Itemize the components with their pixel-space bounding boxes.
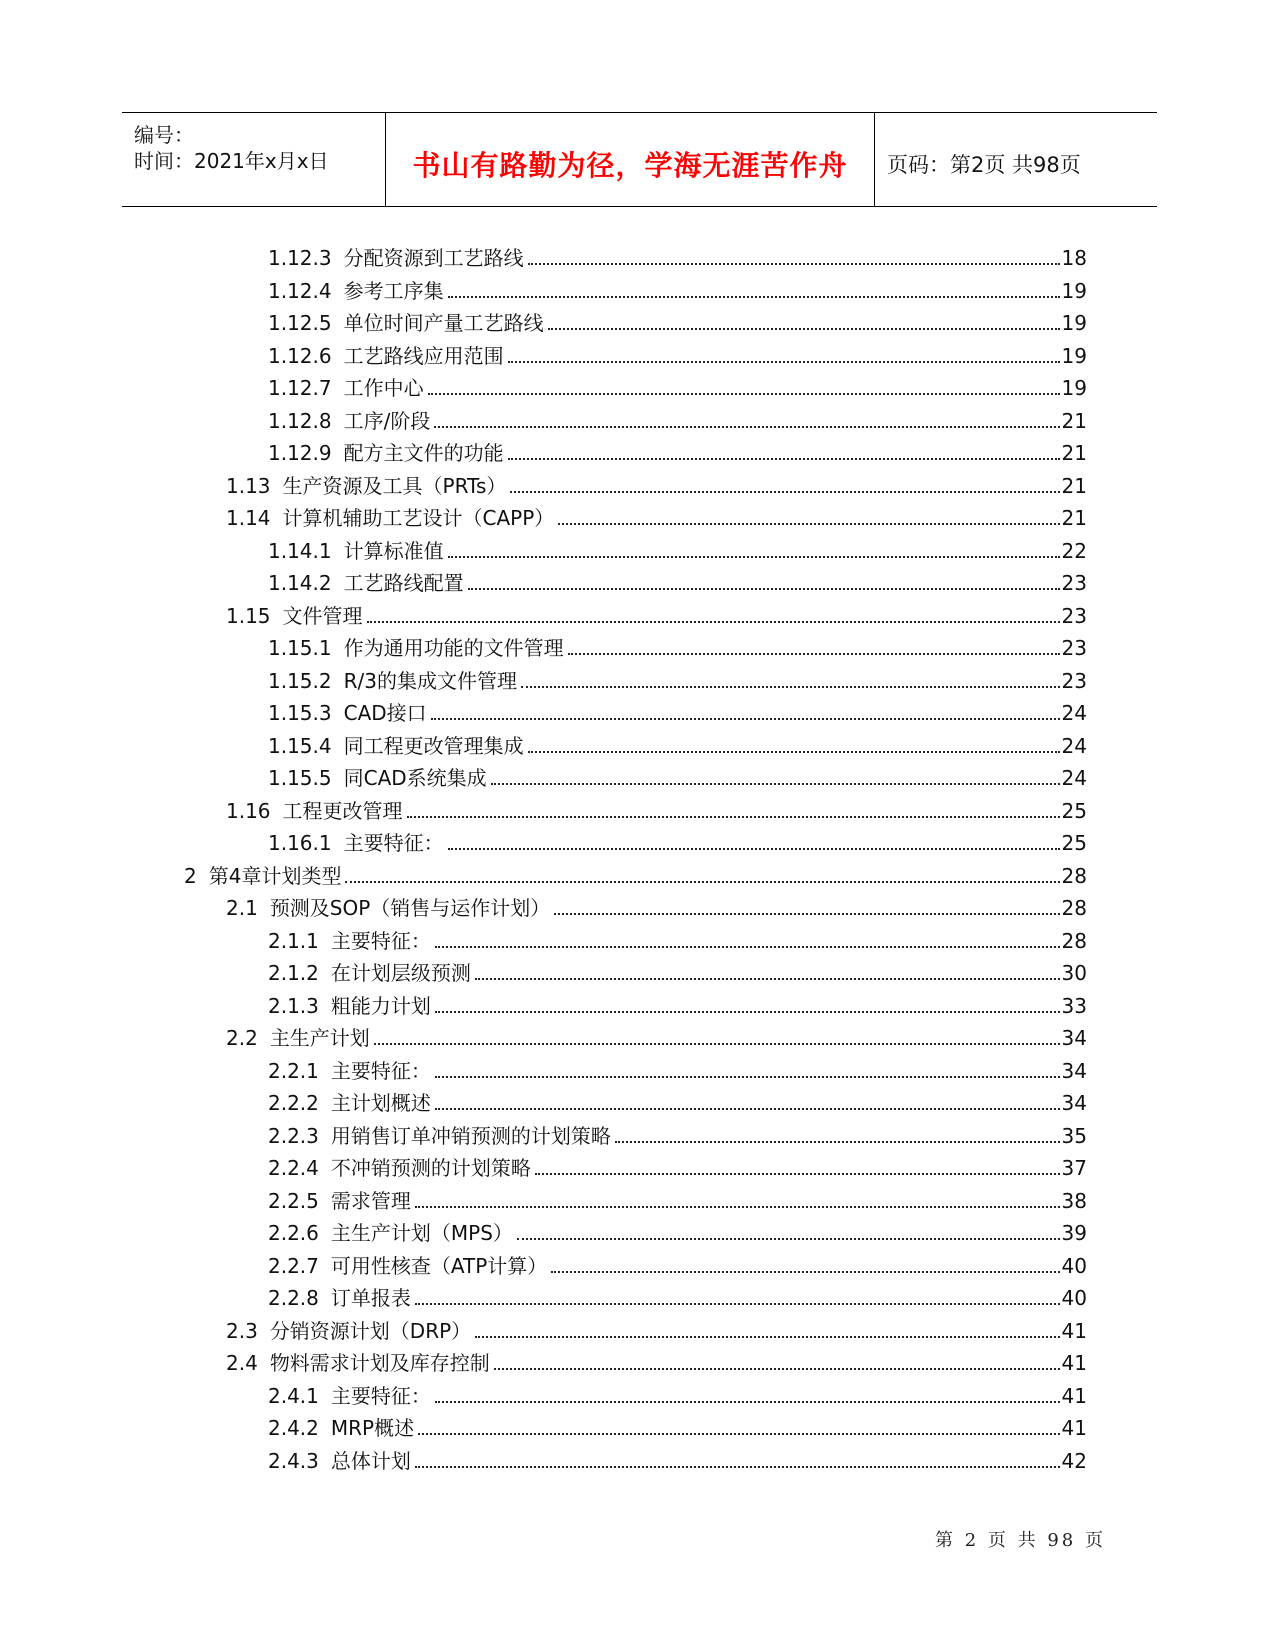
toc-entry-page: 39 [1061, 1221, 1087, 1245]
toc-entry-number: 2.1.2 [268, 961, 319, 985]
toc-entry-title: 可用性核查（ATP计算） [330, 1253, 548, 1278]
toc-entry-page: 28 [1061, 896, 1087, 920]
time-label: 时间：2021年x月x日 [134, 149, 329, 173]
toc-entry-page: 34 [1061, 1091, 1087, 1115]
toc-entry-title: 主要特征： [330, 1058, 431, 1083]
toc-entry-title: 工序/阶段 [343, 408, 431, 433]
toc-entry[interactable] [268, 1181, 1087, 1213]
toc-dot-leader [415, 1466, 1060, 1468]
toc-entry-number: 2.1.3 [268, 993, 319, 1018]
toc-dot-leader [491, 783, 1060, 785]
toc-entry-number: 2.2.6 [268, 1221, 319, 1245]
toc-entry-number: 1.13 [226, 473, 271, 498]
code-label: 编号： [134, 123, 194, 147]
toc-dot-leader [558, 523, 1059, 525]
toc-entry-title: 订单报表 [330, 1286, 411, 1310]
toc-entry[interactable] [268, 368, 1087, 400]
toc-entry-number: 2.3 [226, 1318, 258, 1343]
toc-dot-leader [508, 361, 1060, 363]
toc-entry-number: 1.12.6 [268, 343, 332, 368]
toc-dot-leader [475, 978, 1060, 980]
toc-entry[interactable] [226, 1343, 1087, 1375]
toc-entry-title: 主要特征： [330, 928, 431, 953]
toc-entry-title: 主要特征： [330, 1383, 431, 1408]
toc-dot-leader [528, 751, 1060, 753]
toc-entry-title: 单位时间产量工艺路线 [343, 311, 544, 335]
toc-entry-title: 不冲销预测的计划策略 [330, 1156, 531, 1180]
toc-entry-number: 2.1.1 [268, 928, 319, 953]
toc-dot-leader [415, 1206, 1060, 1208]
toc-entry[interactable] [226, 1018, 1087, 1050]
toc-entry-title: 分配资源到工艺路线 [343, 246, 524, 270]
toc-entry-title: 分销资源计划（DRP） [269, 1318, 472, 1343]
toc-entry-page: 40 [1061, 1286, 1087, 1310]
toc-entry[interactable] [268, 661, 1087, 693]
toc-dot-leader [494, 1368, 1060, 1370]
toc-entry[interactable] [268, 1246, 1087, 1278]
toc-entry[interactable] [226, 1311, 1087, 1343]
toc-entry[interactable] [268, 1051, 1087, 1083]
toc-entry[interactable] [268, 1376, 1087, 1408]
toc-entry-page: 24 [1061, 701, 1087, 725]
toc-entry-title: 用销售订单冲销预测的计划策略 [330, 1123, 611, 1148]
toc-entry-title: 主生产计划（MPS） [330, 1221, 513, 1245]
toc-entry-page: 38 [1061, 1188, 1087, 1213]
toc-entry[interactable] [268, 1278, 1087, 1310]
toc-entry-number: 1.15 [226, 603, 271, 628]
toc-entry-title: 物料需求计划及库存控制 [269, 1351, 490, 1375]
toc-dot-leader [510, 491, 1059, 493]
toc-entry-page: 25 [1061, 798, 1087, 823]
toc-entry[interactable] [226, 791, 1087, 823]
toc-entry-number: 2.2 [226, 1026, 258, 1050]
toc-entry-number: 1.12.4 [268, 278, 332, 303]
toc-entry-page: 37 [1061, 1156, 1087, 1180]
toc-entry-page: 24 [1061, 733, 1087, 758]
toc-entry-number: 1.15.2 [268, 668, 332, 693]
toc-entry-title: 主生产计划 [269, 1026, 370, 1050]
toc-entry-page: 23 [1061, 571, 1087, 595]
toc-entry-title: R/3的集成文件管理 [343, 668, 517, 693]
toc-entry-page: 21 [1061, 473, 1087, 498]
toc-entry-number: 1.16.1 [268, 831, 332, 855]
toc-entry-title: 配方主文件的功能 [343, 441, 504, 465]
toc-dot-leader [448, 556, 1060, 558]
toc-entry-number: 1.12.7 [268, 376, 332, 400]
toc-entry-title: 计算机辅助工艺设计（CAPP） [282, 506, 555, 530]
toc-entry-page: 41 [1061, 1416, 1087, 1440]
toc-entry-page: 23 [1061, 668, 1087, 693]
toc-entry-title: CAD接口 [343, 701, 427, 725]
toc-dot-leader [345, 881, 1059, 883]
toc-entry-page: 21 [1061, 408, 1087, 433]
toc-entry-number: 1.15.4 [268, 733, 332, 758]
toc-entry-number: 2.4.1 [268, 1383, 319, 1408]
toc-entry-number: 1.15.1 [268, 636, 332, 660]
toc-entry-title: 作为通用功能的文件管理 [343, 636, 564, 660]
toc-entry[interactable] [226, 596, 1087, 628]
toc-dot-leader [374, 1043, 1060, 1045]
toc-entry-page: 21 [1061, 506, 1087, 530]
toc-entry-number: 2.4.2 [268, 1416, 319, 1440]
toc-entry-page: 21 [1061, 441, 1087, 465]
toc-entry-number: 1.15.3 [268, 701, 332, 725]
toc-dot-leader [435, 1108, 1060, 1110]
toc-entry-number: 1.12.3 [268, 246, 332, 270]
toc-entry-page: 18 [1061, 246, 1087, 270]
toc-entry-page: 19 [1061, 343, 1087, 368]
toc-entry-title: 同CAD系统集成 [343, 766, 487, 790]
toc-dot-leader [448, 296, 1060, 298]
toc-entry[interactable] [268, 1441, 1087, 1473]
toc-entry-page: 41 [1061, 1383, 1087, 1408]
toc-entry-title: 工艺路线配置 [343, 571, 464, 595]
toc-entry[interactable] [268, 303, 1087, 335]
toc-entry[interactable] [268, 628, 1087, 660]
toc-entry-page: 41 [1061, 1351, 1087, 1375]
toc-entry[interactable] [268, 1408, 1087, 1440]
toc-entry-page: 19 [1061, 311, 1087, 335]
toc-entry[interactable] [268, 336, 1087, 368]
toc-entry[interactable] [268, 271, 1087, 303]
toc-entry[interactable] [268, 726, 1087, 758]
toc-entry[interactable] [268, 563, 1087, 595]
toc-entry-title: 生产资源及工具（PRTs） [282, 473, 507, 498]
toc-entry-page: 34 [1061, 1026, 1087, 1050]
toc-entry[interactable] [268, 433, 1087, 465]
toc-dot-leader [407, 816, 1060, 818]
header-meta [122, 113, 386, 206]
toc-entry-number: 2.2.5 [268, 1188, 319, 1213]
toc-dot-leader [521, 686, 1060, 688]
toc-entry-number: 1.15.5 [268, 766, 332, 790]
toc-entry-title: MRP概述 [330, 1416, 415, 1440]
toc-entry-number: 2.2.2 [268, 1091, 319, 1115]
toc-dot-leader [554, 913, 1059, 915]
toc-dot-leader [435, 946, 1060, 948]
toc-entry-page: 23 [1061, 636, 1087, 660]
toc-dot-leader [528, 263, 1060, 265]
toc-entry[interactable] [268, 1083, 1087, 1115]
toc-entry-title: 需求管理 [330, 1188, 411, 1213]
toc-dot-leader [517, 1238, 1060, 1240]
toc-entry-title: 计算标准值 [343, 538, 444, 563]
toc-dot-leader [415, 1303, 1060, 1305]
toc-entry-number: 1.14 [226, 506, 271, 530]
toc-entry-page: 24 [1061, 766, 1087, 790]
toc-entry-page: 19 [1061, 278, 1087, 303]
toc-entry-title: 工程更改管理 [282, 798, 403, 823]
toc-entry-title: 主要特征： [343, 831, 444, 855]
toc-dot-leader [468, 588, 1060, 590]
toc-entry-title: 在计划层级预测 [330, 961, 471, 985]
toc-entry[interactable] [268, 1116, 1087, 1148]
toc-entry-number: 2.2.3 [268, 1123, 319, 1148]
toc-dot-leader [508, 458, 1060, 460]
toc-entry-page: 30 [1061, 961, 1087, 985]
toc-entry-number: 1.16 [226, 798, 271, 823]
toc-entry-page: 34 [1061, 1058, 1087, 1083]
toc-entry-number: 1.12.8 [268, 408, 332, 433]
toc-entry-number: 1.14.2 [268, 571, 332, 595]
toc-entry-title: 工艺路线应用范围 [343, 343, 504, 368]
toc-entry[interactable] [226, 498, 1087, 530]
toc-entry[interactable] [268, 238, 1087, 270]
toc-entry-number: 2.2.7 [268, 1253, 319, 1278]
toc-entry[interactable] [184, 856, 1087, 888]
toc-dot-leader [615, 1141, 1060, 1143]
toc-entry-title: 文件管理 [282, 603, 363, 628]
toc-entry[interactable] [268, 921, 1087, 953]
toc-entry[interactable] [268, 1213, 1087, 1245]
header-page-info [875, 113, 1157, 206]
toc-entry-number: 1.12.5 [268, 311, 332, 335]
toc-entry-number: 1.14.1 [268, 538, 332, 563]
page-header [122, 112, 1157, 207]
toc-entry-page: 42 [1061, 1448, 1087, 1473]
toc-entry-title: 第4章计划类型 [208, 863, 342, 888]
toc-dot-leader [535, 1173, 1060, 1175]
header-motto-cell [386, 113, 875, 206]
toc-dot-leader [435, 1401, 1060, 1403]
toc-entry-title: 工作中心 [343, 376, 424, 400]
toc-dot-leader [448, 848, 1060, 850]
toc-entry-page: 41 [1061, 1318, 1087, 1343]
toc-entry[interactable] [268, 823, 1087, 855]
toc-entry-number: 2.2.8 [268, 1286, 319, 1310]
toc-dot-leader [428, 393, 1060, 395]
toc-entry[interactable] [268, 401, 1087, 433]
toc-entry-title: 参考工序集 [343, 278, 444, 303]
toc-entry-title: 预测及SOP（销售与运作计划） [269, 896, 551, 920]
toc-entry[interactable] [268, 758, 1087, 790]
motto-text: 书山有路勤为径，学海无涯苦作舟 [412, 148, 848, 182]
page-footer: 第 2 页 共 98 页 [935, 1530, 1106, 1551]
toc-entry-number: 2.2.4 [268, 1156, 319, 1180]
toc-entry[interactable] [268, 953, 1087, 985]
toc-entry-number: 2.1 [226, 896, 258, 920]
toc-entry-page: 23 [1061, 603, 1087, 628]
toc-entry[interactable] [268, 1148, 1087, 1180]
toc-dot-leader [367, 621, 1060, 623]
toc-entry-number: 2.2.1 [268, 1058, 319, 1083]
toc-entry-number: 2.4.3 [268, 1448, 319, 1473]
toc-entry-title: 粗能力计划 [330, 993, 431, 1018]
toc-entry-title: 总体计划 [330, 1448, 411, 1473]
toc-entry-page: 28 [1061, 928, 1087, 953]
toc-entry[interactable] [268, 693, 1087, 725]
toc-entry[interactable] [268, 531, 1087, 563]
toc-dot-leader [431, 718, 1060, 720]
toc-entry[interactable] [268, 986, 1087, 1018]
toc-dot-leader [548, 328, 1060, 330]
toc-entry-title: 主计划概述 [330, 1091, 431, 1115]
page-info-text: 页码：第2页 共98页 [887, 152, 1081, 177]
toc-entry-number: 2.4 [226, 1351, 258, 1375]
toc-entry-page: 35 [1061, 1123, 1087, 1148]
toc-entry-title: 同工程更改管理集成 [343, 733, 524, 758]
toc-dot-leader [434, 426, 1059, 428]
toc-entry-page: 40 [1061, 1253, 1087, 1278]
toc-entry-page: 33 [1061, 993, 1087, 1018]
toc-dot-leader [435, 1011, 1060, 1013]
toc-entry-number: 1.12.9 [268, 441, 332, 465]
toc-dot-leader [475, 1336, 1059, 1338]
toc-entry[interactable] [226, 466, 1087, 498]
toc-entry[interactable] [226, 888, 1087, 920]
toc-dot-leader [418, 1433, 1059, 1435]
toc-entry-number: 2 [184, 863, 197, 888]
toc-entry-page: 28 [1061, 863, 1087, 888]
toc-dot-leader [551, 1271, 1059, 1273]
toc-entry-page: 22 [1061, 538, 1087, 563]
toc-dot-leader [568, 653, 1060, 655]
toc-entry-page: 25 [1061, 831, 1087, 855]
toc-entry-page: 19 [1061, 376, 1087, 400]
toc-dot-leader [435, 1076, 1060, 1078]
